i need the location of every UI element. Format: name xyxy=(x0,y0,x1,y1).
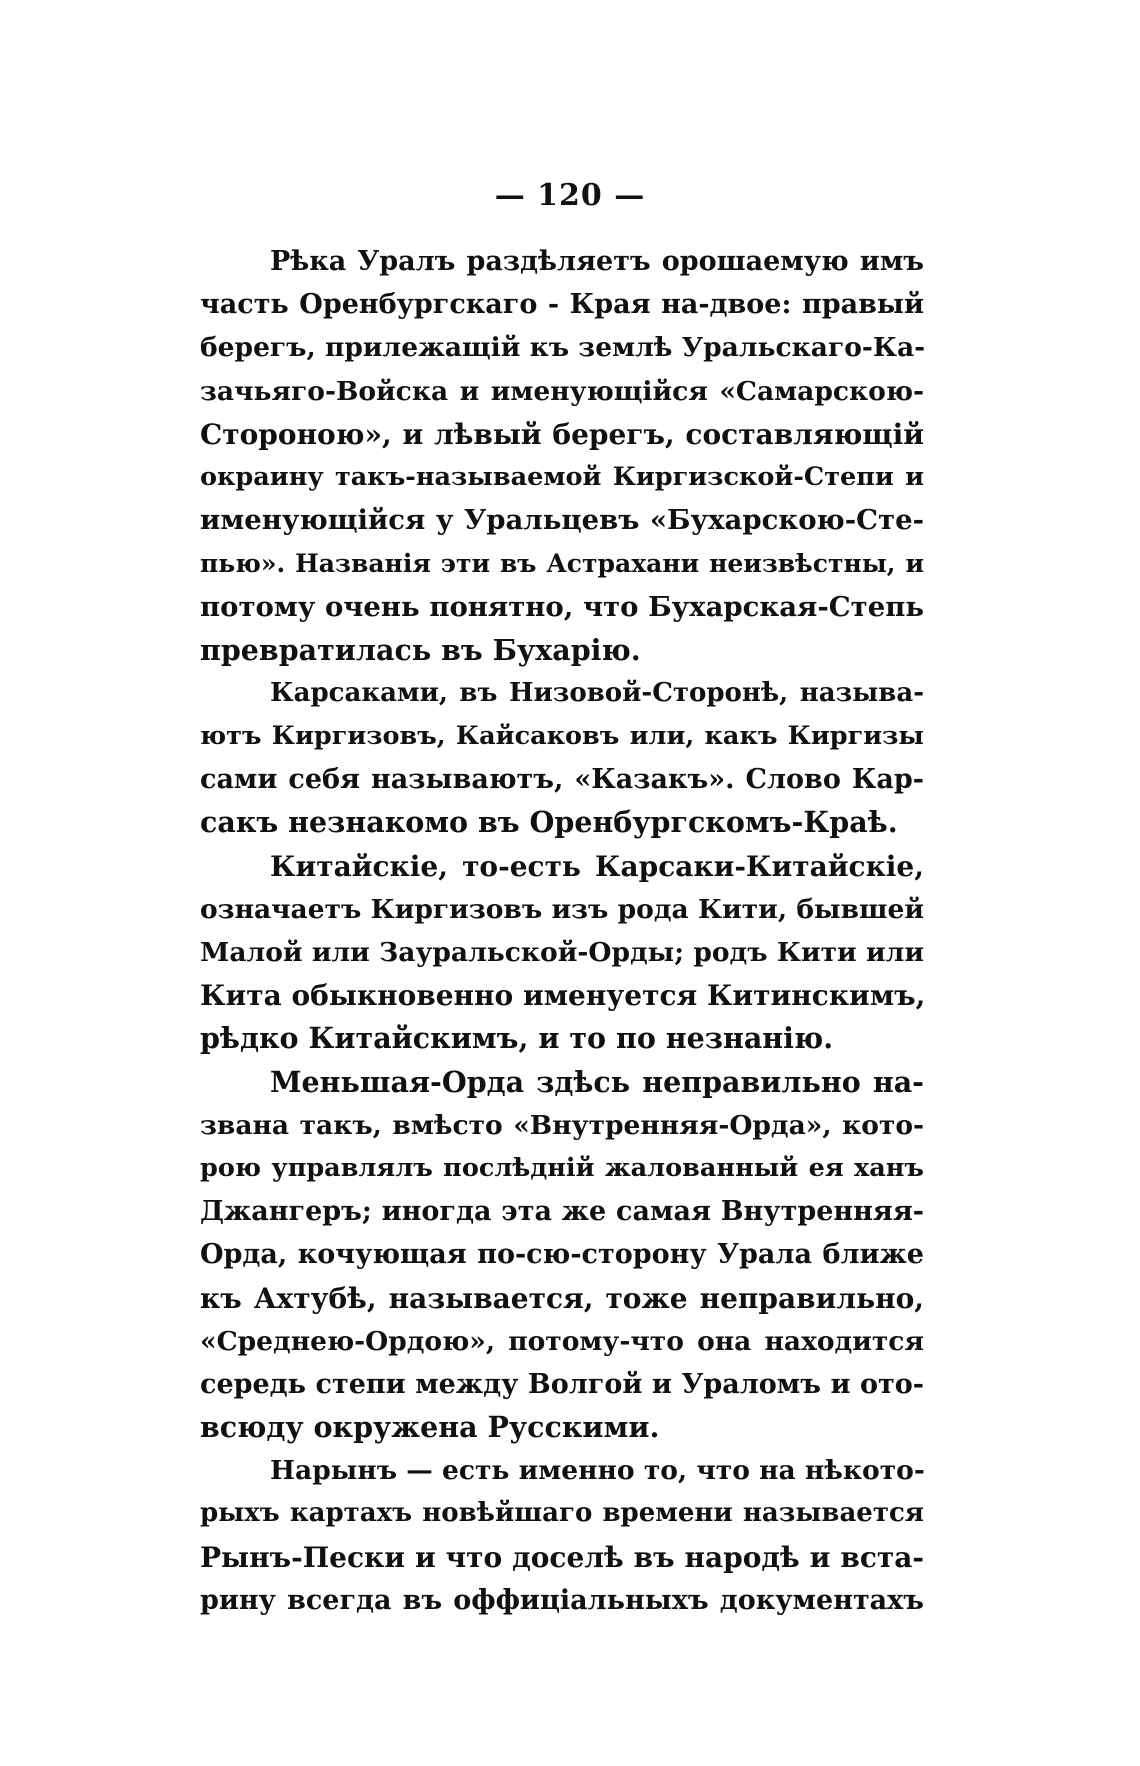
text-line: Нарынъ — есть именно то, что на нѣкото- xyxy=(270,1455,925,1487)
text-line: именующійся у Уральцевъ «Бухарскою-Сте- xyxy=(200,504,924,537)
text-line: Китайскіе, то-есть Карсаки-Китайскіе, xyxy=(270,849,924,883)
text-line: Рынъ-Пески и что доселѣ въ народѣ и вста- xyxy=(200,1540,924,1574)
text-line: Меньшая-Орда здѣсь неправильно на- xyxy=(270,1064,924,1099)
text-line: звана такъ, вмѣсто «Внутренняя-Орда», кото- xyxy=(200,1109,924,1141)
text-line: пью». Названія эти въ Астрахани неизвѣстны, и xyxy=(200,549,924,579)
text-line: рою управлялъ послѣдній жалованный ея ханъ xyxy=(200,1152,924,1183)
text-line: означаетъ Киргизовъ изъ рода Кити, бывшей xyxy=(200,893,924,925)
paragraph-naryn xyxy=(200,1449,924,1622)
text-line: «Среднею-Ордою», потому-что она находится xyxy=(200,1325,924,1357)
body-text xyxy=(200,240,924,1622)
text-line: Кита обыкновенно именуется Китинскимъ, xyxy=(200,979,926,1013)
text-line: рѣдко Китайскимъ, и то по незнанію. xyxy=(200,1021,834,1056)
text-line: потому очень понятно, что Бухарская-Степь xyxy=(200,590,924,623)
text-line: Орда, кочующая по-сю-сторону Урала ближе xyxy=(200,1239,924,1271)
text-line: всюду окружена Русскими. xyxy=(200,1410,660,1445)
text-line: рину всегда въ оффиціальныхъ документахъ xyxy=(200,1584,924,1616)
text-line: Стороною», и лѣвый берегъ, составляющій xyxy=(200,417,924,451)
text-line: Малой или Зауральской-Орды; родъ Кити или xyxy=(200,937,924,968)
page-number: — 120 — xyxy=(494,178,646,213)
text-line: Джангеръ; иногда эта же самая Внутренняя- xyxy=(200,1196,924,1228)
paragraph-kitayskie xyxy=(200,845,924,1061)
text-line: рыхъ картахъ новѣйшаго времени называется xyxy=(200,1498,924,1529)
text-line: превратилась въ Бухарію. xyxy=(200,632,641,667)
text-line: сакъ незнакомо въ Оренбургскомъ-Краѣ. xyxy=(200,805,898,840)
paragraph-karsaki xyxy=(200,672,924,845)
text-line: сами себя называютъ, «Казакъ». Слово Кар- xyxy=(200,764,924,796)
text-line: середь степи между Волгой и Ураломъ и ото- xyxy=(200,1368,924,1400)
text-line: окраину такъ-называемой Киргизской-Степи и xyxy=(200,461,924,492)
text-line: къ Ахтубѣ, называется, тоже неправильно, xyxy=(200,1281,924,1315)
text-line: часть Оренбургскаго - Края на-двое: правый xyxy=(200,289,924,321)
paragraph-menshaya-orda xyxy=(200,1061,924,1450)
text-line: Карсаками, въ Низовой-Сторонѣ, называ- xyxy=(270,677,924,708)
text-line: берегъ, прилежащій къ землѣ Уральскаго-Ка- xyxy=(200,332,926,364)
text-line: ютъ Киргизовъ, Кайсаковъ или, какъ Киргизы xyxy=(200,721,924,752)
text-line: зачьяго-Войска и именующійся «Самарскою- xyxy=(200,375,924,407)
text-line: Рѣка Уралъ раздѣляетъ орошаемую имъ xyxy=(270,246,924,277)
paragraph-ural-river xyxy=(200,240,924,672)
